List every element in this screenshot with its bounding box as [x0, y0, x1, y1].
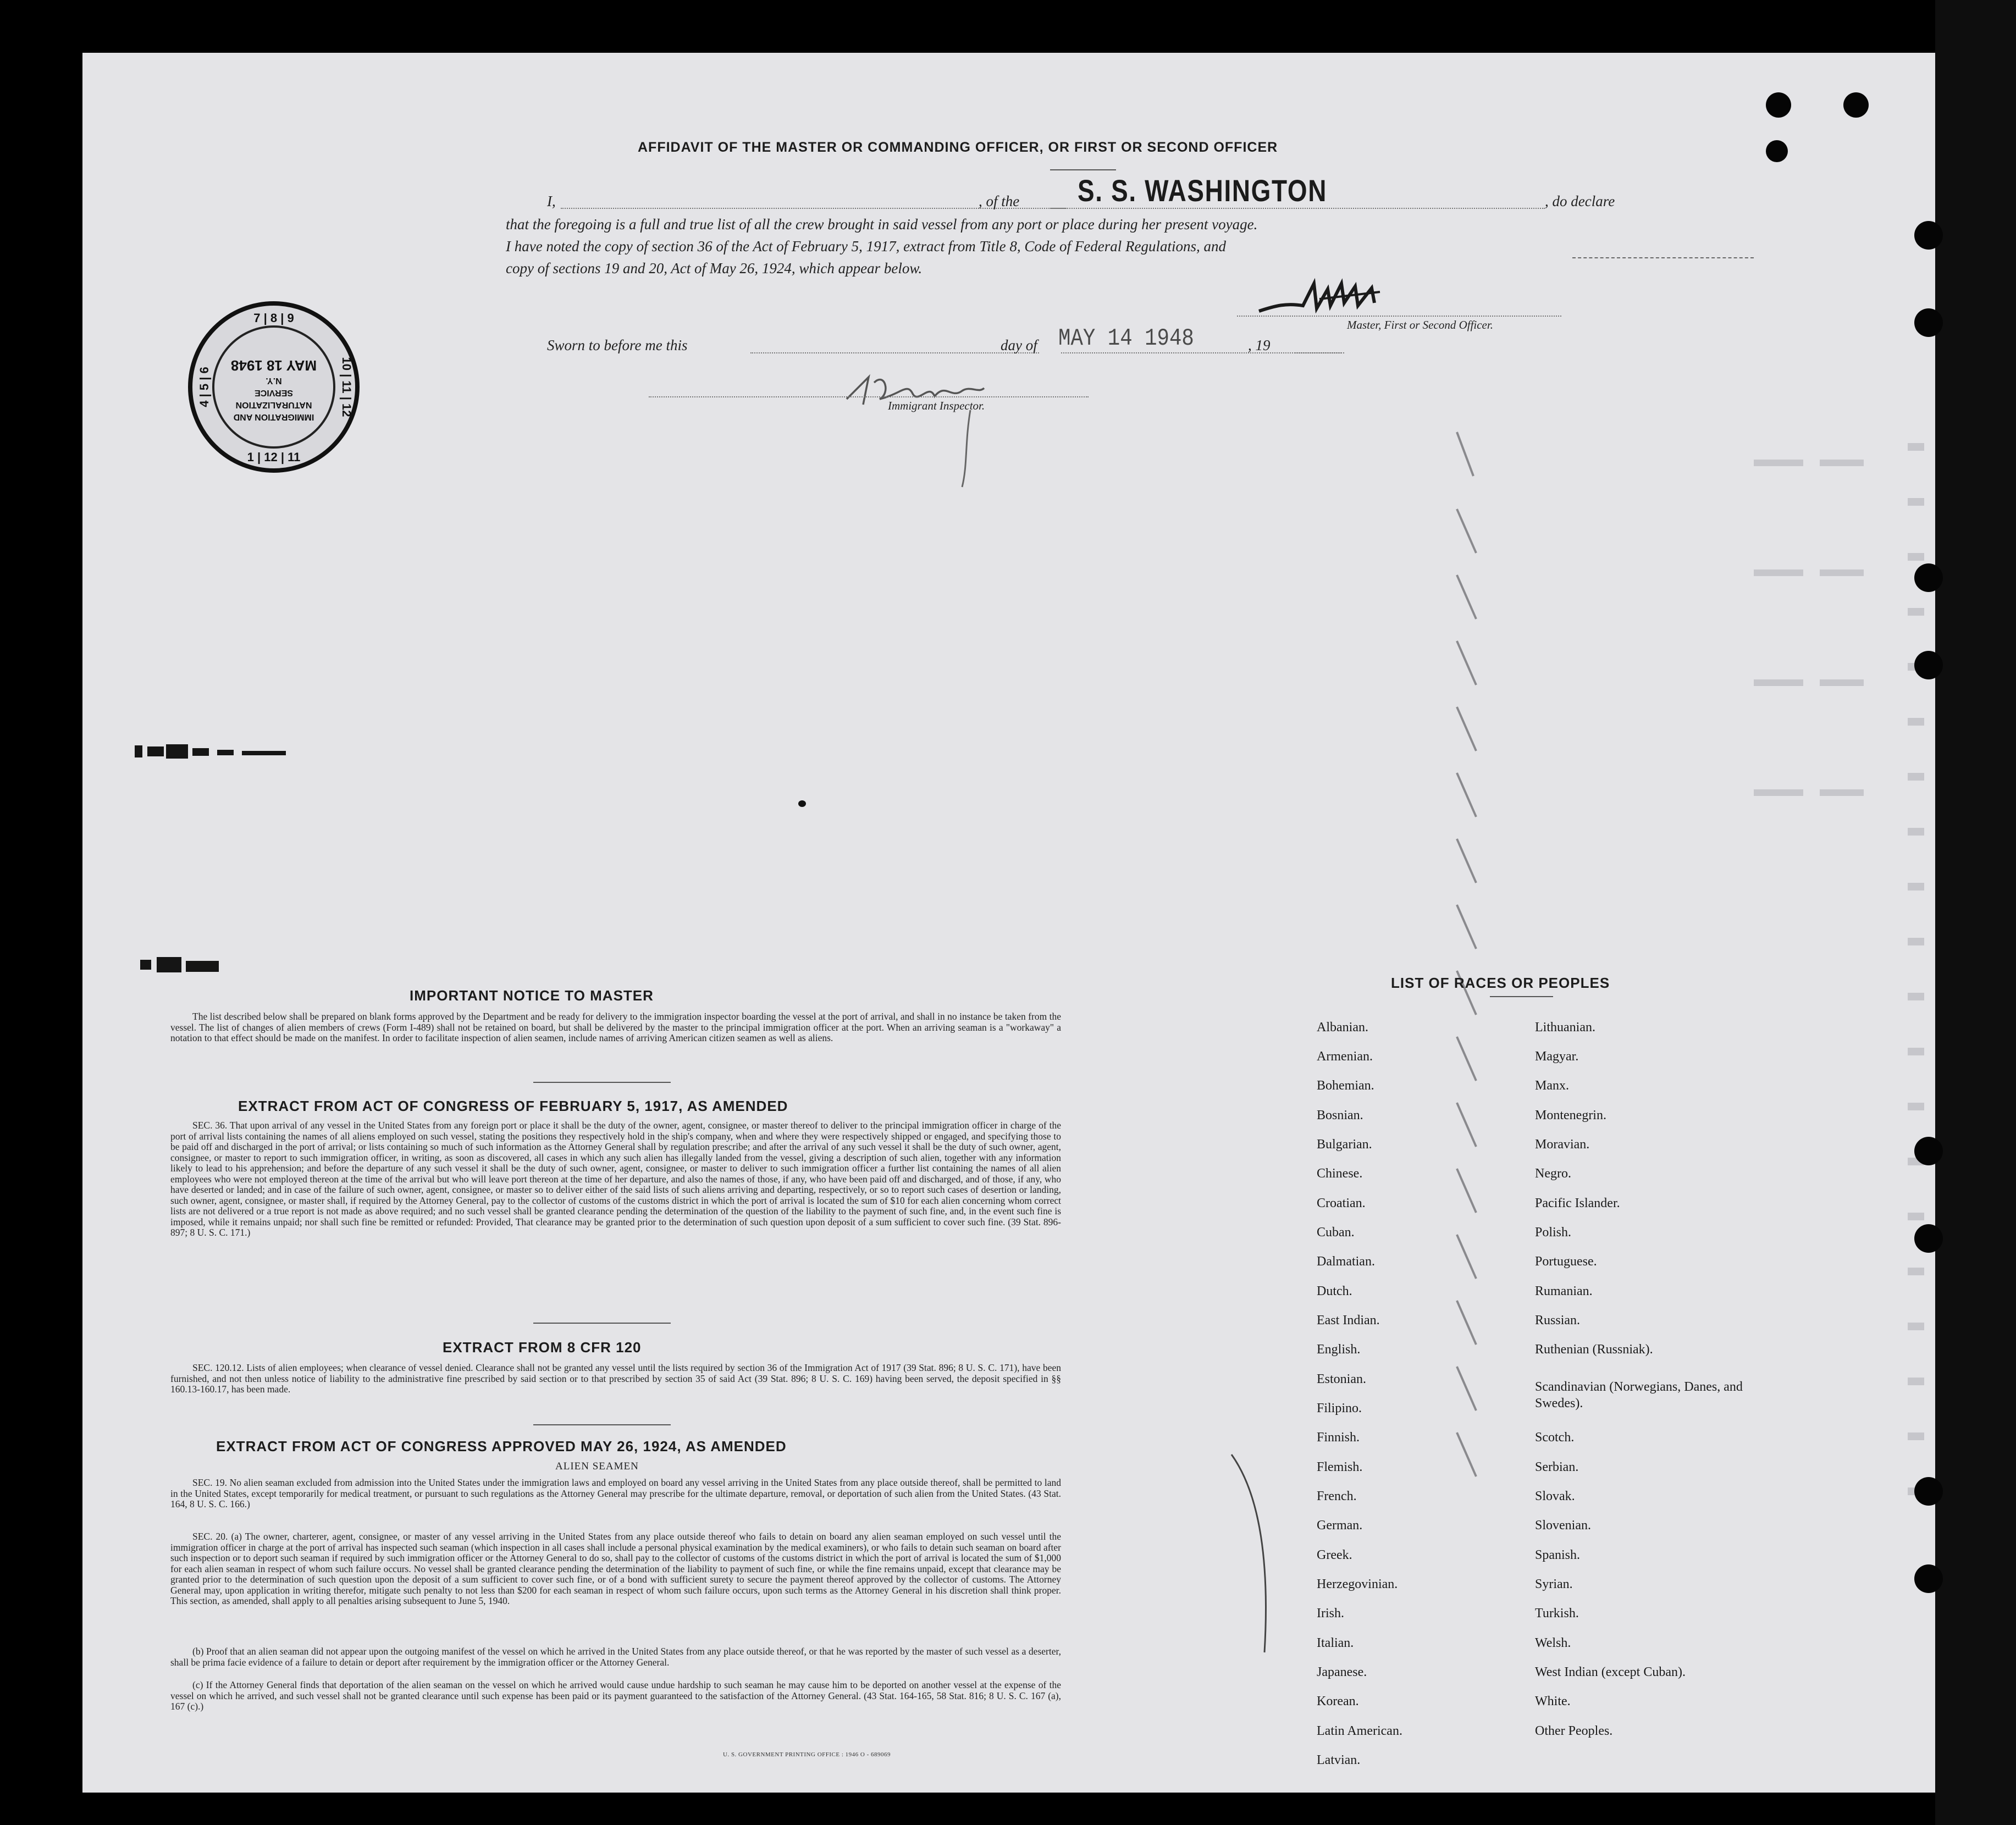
sworn-day-blank	[750, 352, 1039, 353]
race-item: Latin American.	[1317, 1724, 1402, 1738]
affidavit-i: I,	[547, 193, 556, 209]
stamp-line-3: SERVICE	[255, 388, 293, 397]
affidavit-of-the: , of the	[979, 193, 1020, 209]
svg-text:4 | 5 | 6: 4 | 5 | 6	[197, 367, 211, 407]
punch-hole	[1766, 140, 1788, 162]
sec20a-body: SEC. 20. (a) The owner, charterer, agent, consignee, or master of any vessel arriving in the United States from any place outside thereof who fails to detain on board any alien seaman employed on such vessel until the immigration officer in charge at the port of arrival has inspected such seaman (which inspection in all cases shall include a personal physical examination by the medical examiners), or who fails to detain such seaman on board after such inspection or to deport such seaman if required by such immigration officer or the Attorney General to do so, shall pay to the collector of customs of the customs district in which the port of arrival is located the sum of $1,000 for each alien seaman in respect of whom such failure occurs. No vessel shall be granted clearance pending the determination of the liability to payment of such fine, or while the fine remains unpaid, except that clearance may be granted prior to the determination of such question upon the deposit of a sum sufficient to cover such fine, or of a bond with sufficient surety to secure the payment thereof approved by the collector of customs. The Attorney General may, upon application in writing therefor, mitigate such penalty to not less than $200 for each seaman in respect of whom such failure occurs, upon such terms as the Attorney General in his discretion shall think proper. This section, as amended, shall apply to all penalties arising subsequent to June 5, 1940.	[170, 1531, 1061, 1606]
punch-hole	[1766, 92, 1791, 118]
cfr-body: SEC. 120.12. Lists of alien employees; when clearance of vessel denied. Clearance shall not be granted any vessel until the lists required by section 36 of the Immigration Act of 1917 (39 Stat. 896; 8 U. S. C. 171), have been furnished, and not then unless notice of liability to the administrative fine prescribed by said section or to that prescribed by section 35 of said Act (39 Stat. 896; 8 U. S. C. 169) having been served, the deposit specified in §§ 160.13-160.17, has been made.	[170, 1362, 1061, 1395]
punch-hole	[1914, 221, 1943, 250]
race-item: Finnish.	[1317, 1430, 1360, 1445]
stamp-date: MAY 18 1948	[230, 357, 317, 374]
race-item: Italian.	[1317, 1636, 1354, 1650]
sec20b-body: (b) Proof that an alien seaman did not appear upon the outgoing manifest of the vessel on which he arrived in the United States from any place outside thereof, or that he was reported by the master of such vessel as a deserter, shall be prima facie evidence of a failure to detain or deport after requirement by the immigration officer or the Attorney General.	[170, 1646, 1061, 1668]
page-edge	[1935, 0, 2016, 1825]
race-item: Lithuanian.	[1535, 1020, 1595, 1035]
svg-text:7 | 8 | 9: 7 | 8 | 9	[253, 311, 294, 325]
sec19-body: SEC. 19. No alien seaman excluded from admission into the United States under the immigration laws and employed on board any vessel arriving in the United States from any place outside thereof, shall be permitted to land in the United States, except temporarily for medical treatment, or pursuant to such regulations as the Attorney General may prescribe for the ultimate departure, removal, or deportation of such alien from the United States. (43 Stat. 164, 8 U. S. C. 166.)	[170, 1477, 1061, 1509]
race-item: Dutch.	[1317, 1284, 1352, 1298]
race-item: Pacific Islander.	[1535, 1196, 1620, 1210]
race-item: Bulgarian.	[1317, 1137, 1372, 1152]
race-item: Slovak.	[1535, 1489, 1575, 1503]
svg-text:10 | 11 | 12: 10 | 11 | 12	[340, 357, 354, 417]
affidavit-title: AFFIDAVIT OF THE MASTER OR COMMANDING OFFICER, OR FIRST OR SECOND OFFICER	[638, 140, 1278, 155]
extract1917-body: SEC. 36. That upon arrival of any vessel in the United States from any foreign port or place it shall be the duty of the owner, agent, consignee, or master thereof to deliver to the principal immigration officer in charge of the port of arrival lists containing the names of all aliens employed on such vessel, stating the positions they respectively hold in the ship's company, when and where they were respectively shipped or engaged, and specifying those to be paid off and discharged in the port of arrival; or lists containing so much of such information as the Attorney General shall by regulation prescribe; and after the arrival of any such vessel it shall be the duty of such owner, agent, consignee, or master to report to such immigration officer, in writing, as soon as discovered, all cases in which any such alien has illegally landed from the vessel, giving a description of such alien, together with any information likely to lead to his apprehension; and before the departure of any such vessel it shall be the duty of such owner, agent, consignee, or master to deliver to such immigration officer a further list containing the names of all alien employees who were not employed thereon at the time of the arrival but who will leave port thereon at the time of her departure, and also the names of those, if any, who have been paid off and discharged, and of those, if any, who have deserted or landed; and in case of the failure of such owner, agent, consignee, or master so to deliver either of the said lists of such aliens arriving and departing, respectively, or so to report such cases of desertion or landing, such owner, agent, consignee, or master shall, if required by the Attorney General, pay to the collector of customs of the customs district in which the port of arrival is located the sum of $10 for each alien concerning whom correct lists are not delivered or a true report is not made as above required; and no such vessel shall be granted clearance pending the determination of the question of the liability to the payment of such fine, and, in the event such fine is imposed, while it remains unpaid; nor shall such fine be remitted or refunded: Provided, That clearance may be granted prior to the determination of such question upon deposit of a sum sufficient to cover such fine. (39 Stat. 896-897; 8 U. S. C. 171.)	[170, 1120, 1061, 1238]
notice-title: IMPORTANT NOTICE TO MASTER	[410, 987, 654, 1004]
master-blank	[1237, 316, 1561, 317]
punch-hole	[1914, 563, 1943, 592]
race-item: Korean.	[1317, 1694, 1359, 1708]
affidavit-declare: , do declare	[1545, 193, 1615, 209]
notice-body: The list described below shall be prepared on blank forms approved by the Department and be ready for delivery to the immigration inspector boarding the vessel at the port of arrival, and shall in no instance be taken from the vessel. The list of changes of alien members of crews (Form I-489) shall not be retained on board, but shall be delivered by the master to the principal immigration officer at the port. When an arriving seaman is a "workaway" a notation to that effect should be made on the manifest. In order to facilitate inspection of alien seamen, include names of arriving American citizen seamen as well as aliens.	[170, 1011, 1061, 1043]
affidavit-line3: I have noted the copy of section 36 of the Act of February 5, 1917, extract from Title 8, Code of Federal Regulations, and	[506, 238, 1227, 255]
race-item: Filipino.	[1317, 1401, 1362, 1415]
punch-hole	[1914, 1137, 1943, 1165]
inspector-signature	[836, 361, 1001, 493]
master-signature	[1253, 273, 1396, 322]
race-item: Japanese.	[1317, 1665, 1367, 1679]
continuation-dashes	[1572, 257, 1754, 258]
stamp-line-2: NATURALIZATION	[235, 400, 312, 410]
race-item: Welsh.	[1535, 1636, 1571, 1650]
race-item: Greek.	[1317, 1548, 1352, 1562]
stamp-line-1: IMMIGRATION AND	[233, 412, 314, 422]
rule-2	[533, 1323, 671, 1324]
punch-hole	[1914, 651, 1943, 679]
printer-line: U. S. GOVERNMENT PRINTING OFFICE : 1946 O - 689069	[723, 1751, 891, 1758]
sworn-year: , 19	[1248, 337, 1271, 353]
master-caption: Master, First or Second Officer.	[1347, 318, 1493, 331]
race-item: Scotch.	[1535, 1430, 1575, 1445]
ship-name-stamp: S. S. WASHINGTON	[1078, 173, 1328, 208]
race-item: West Indian (except Cuban).	[1535, 1665, 1686, 1679]
races-rule	[1490, 996, 1553, 997]
punch-hole	[1843, 92, 1869, 118]
sworn-day-of: day of	[1001, 337, 1037, 353]
race-item: Russian.	[1535, 1313, 1581, 1328]
inspector-blank	[649, 396, 1089, 397]
race-item: Chinese.	[1317, 1166, 1363, 1181]
race-item: Croatian.	[1317, 1196, 1366, 1210]
pencil-curve	[1226, 1449, 1292, 1658]
inspector-caption: Immigrant Inspector.	[888, 399, 985, 412]
race-item: Montenegrin.	[1535, 1108, 1606, 1122]
affidavit-line2: that the foregoing is a full and true list of all the crew brought in said vessel from any port or place during her present voyage.	[506, 216, 1258, 233]
race-item: Spanish.	[1535, 1548, 1581, 1562]
race-item: Other Peoples.	[1535, 1724, 1613, 1738]
race-item: Ruthenian (Russniak).	[1535, 1342, 1653, 1357]
punch-hole	[1914, 1564, 1943, 1593]
immigration-stamp	[186, 299, 362, 475]
affidavit-line4: copy of sections 19 and 20, Act of May 26, 1924, which appear below.	[506, 260, 923, 276]
races-title: LIST OF RACES OR PEOPLES	[1391, 975, 1610, 991]
race-item: Armenian.	[1317, 1049, 1373, 1064]
race-item: Herzegovinian.	[1317, 1577, 1398, 1591]
punch-hole	[1914, 1224, 1943, 1253]
ink-dot	[798, 800, 806, 807]
race-item: English.	[1317, 1342, 1361, 1357]
race-item: Rumanian.	[1535, 1284, 1593, 1298]
sworn-year-blank	[1292, 352, 1344, 353]
punch-hole	[1914, 1477, 1943, 1506]
race-item: Magyar.	[1535, 1049, 1579, 1064]
race-item: Moravian.	[1535, 1137, 1590, 1152]
extract1924-title: EXTRACT FROM ACT OF CONGRESS APPROVED MAY 26, 1924, AS AMENDED	[216, 1438, 787, 1455]
sworn-date-stamp: MAY 14 1948	[1058, 325, 1194, 352]
race-item: Flemish.	[1317, 1460, 1363, 1474]
race-item: White.	[1535, 1694, 1571, 1708]
race-item: Bohemian.	[1317, 1079, 1374, 1093]
race-item: Syrian.	[1535, 1577, 1573, 1591]
race-item: Slovenian.	[1535, 1518, 1591, 1533]
document-sheet	[82, 53, 1935, 1793]
cfr-title: EXTRACT FROM 8 CFR 120	[443, 1339, 642, 1356]
race-item: Dalmatian.	[1317, 1254, 1375, 1269]
race-item: German.	[1317, 1518, 1363, 1533]
race-item: Manx.	[1535, 1079, 1569, 1093]
sec20c-body: (c) If the Attorney General finds that deportation of the alien seaman on the vessel on which he arrived would cause undue hardship to such seaman he may cause him to be deported on another vessel at the expense of the vessel on which he arrived, and such vessel shall not be granted clearance until such expense has been paid or its payment guaranteed to the satisfaction of the Attorney General. (43 Stat. 164-165, 58 Stat. 816; 8 U. S. C. 167 (a), 167 (c).)	[170, 1679, 1061, 1712]
rule-3	[533, 1424, 671, 1425]
title-rule	[1050, 169, 1116, 170]
race-item: Irish.	[1317, 1606, 1344, 1621]
race-item: Serbian.	[1535, 1460, 1579, 1474]
race-item: East Indian.	[1317, 1313, 1380, 1328]
race-item: Estonian.	[1317, 1372, 1366, 1386]
extract1924-subtitle: ALIEN SEAMEN	[555, 1461, 639, 1472]
race-item: Cuban.	[1317, 1225, 1355, 1240]
bleed-through-marks	[1743, 416, 1924, 1790]
race-item: Polish.	[1535, 1225, 1572, 1240]
sworn-prefix: Sworn to before me this	[547, 337, 688, 353]
race-item: Scandinavian (Norwegians, Danes, and Swedes).	[1535, 1380, 1743, 1411]
race-item: Portuguese.	[1535, 1254, 1597, 1269]
race-item: Bosnian.	[1317, 1108, 1363, 1122]
punch-hole	[1914, 308, 1943, 337]
check-marks	[1424, 410, 1534, 1729]
svg-text:1 | 12 | 11: 1 | 12 | 11	[247, 450, 301, 464]
extract1917-title: EXTRACT FROM ACT OF CONGRESS OF FEBRUARY 5, 1917, AS AMENDED	[238, 1098, 788, 1114]
ink-blots	[126, 685, 357, 1015]
race-item: Negro.	[1535, 1166, 1571, 1181]
race-item: Turkish.	[1535, 1606, 1579, 1621]
stamp-line-4: N.Y.	[266, 376, 282, 385]
race-item: French.	[1317, 1489, 1357, 1503]
race-item: Latvian.	[1317, 1753, 1361, 1767]
race-item: Albanian.	[1317, 1020, 1368, 1035]
rule-1	[533, 1082, 671, 1083]
